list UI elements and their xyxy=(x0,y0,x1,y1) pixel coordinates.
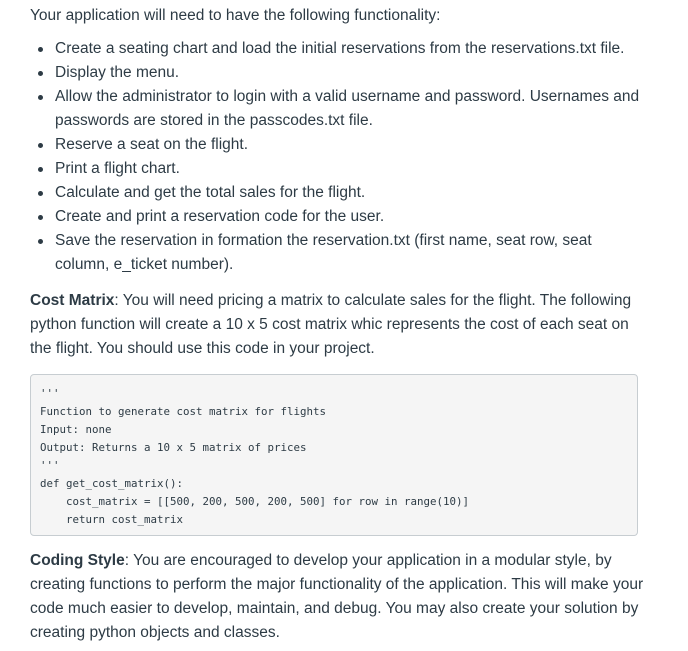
coding-style-heading: Coding Style xyxy=(30,552,125,569)
functionality-list xyxy=(30,37,650,277)
code-listing xyxy=(40,385,637,529)
code-line: cost_matrix = [[500, 200, 500, 200, 500] for row in range(10)] xyxy=(40,495,470,508)
code-line: Function to generate cost matrix for flights xyxy=(40,405,327,418)
list-item: Save the reservation in formation the reservation.txt (first name, seat row, seat column, e_ticket number). xyxy=(30,229,650,277)
code-line: Input: none xyxy=(40,423,112,436)
code-block xyxy=(30,374,638,536)
code-line: def get_cost_matrix(): xyxy=(40,477,184,490)
code-line: ''' xyxy=(40,459,60,472)
list-item: Reserve a seat on the flight. xyxy=(30,133,650,157)
coding-style-paragraph xyxy=(30,549,650,645)
list-item: Allow the administrator to login with a valid username and password. Usernames and passwords are stored in the passcodes.txt file. xyxy=(30,85,650,133)
list-item: Display the menu. xyxy=(30,61,650,85)
list-item: Print a flight chart. xyxy=(30,157,650,181)
list-item: Create a seating chart and load the initial reservations from the reservations.txt file. xyxy=(30,37,650,61)
cost-matrix-text: : You will need pricing a matrix to calculate sales for the flight. The following python function will create a 10 x 5 cost matrix whic represents the cost of each seat on the flight. You should use this code in your project. xyxy=(30,292,632,357)
cost-matrix-heading: Cost Matrix xyxy=(30,292,115,309)
list-item: Calculate and get the total sales for the flight. xyxy=(30,181,650,205)
cost-matrix-paragraph xyxy=(30,289,642,361)
code-line: return cost_matrix xyxy=(40,513,184,526)
coding-style-text: : You are encouraged to develop your application in a modular style, by creating functions to perform the major functionality of the application. This will make your code much easier to develop, maintain, and debug. You may also create your solution by creating python objects and classes. xyxy=(30,552,644,641)
intro-text: Your application will need to have the following functionality: xyxy=(30,7,441,24)
code-line: Output: Returns a 10 x 5 matrix of prices xyxy=(40,441,307,454)
code-line: ''' xyxy=(40,387,60,400)
list-item: Create and print a reservation code for the user. xyxy=(30,205,650,229)
